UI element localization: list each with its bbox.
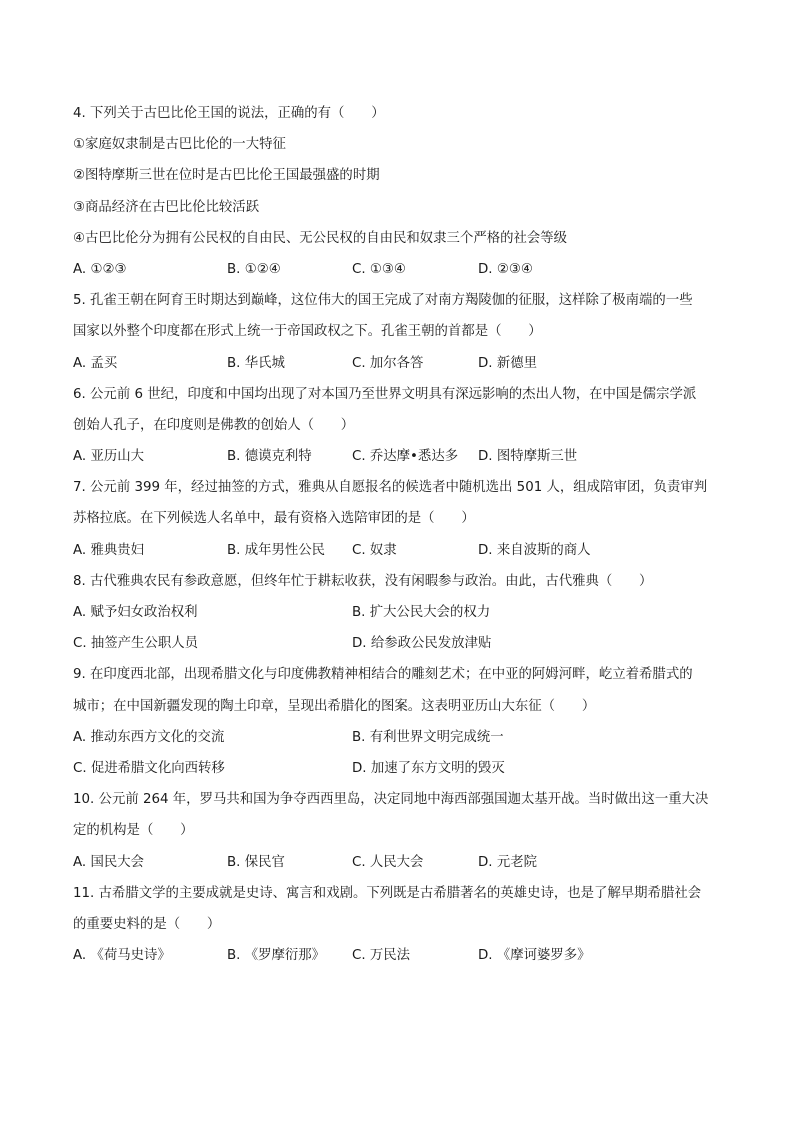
option-a[interactable]: A. 推动东西方文化的交流 — [73, 729, 225, 745]
question-9-stem-line-1: 9. 在印度西北部，出现希腊文化与印度佛教精神相结合的雕刻艺术；在中亚的阿姆河畔，屹立着希腊式的 — [73, 667, 693, 683]
option-a[interactable]: A. 赋予妇女政治权利 — [73, 605, 198, 620]
question-9-options-row-1 — [73, 722, 733, 753]
question-5-stem-line-2: 国家以外整个印度都在形式上统一于帝国政权之下。孔雀王朝的首都是（ ） — [73, 324, 542, 340]
question-7-stem-line-2: 苏格拉底。在下列候选人名单中，最有资格入选陪审团的是（ ） — [73, 511, 475, 527]
question-4-statement-2: ②图特摩斯三世在位时是古巴比伦王国最强盛的时期 — [73, 168, 380, 184]
option-d[interactable]: D. 图特摩斯三世 — [478, 449, 578, 465]
option-c[interactable]: C. 乔达摩•悉达多 — [352, 449, 459, 465]
question-5-options — [73, 348, 733, 379]
question-10-stem-line-2: 定的机构是（ ） — [73, 823, 194, 839]
question-10-stem-line-1: 10. 公元前 264 年，罗马共和国为争夺西西里岛，决定同地中海西部强国迦太基开战。当时做出这一重大决 — [73, 792, 709, 808]
option-b[interactable]: B. 德谟克利特 — [227, 449, 312, 465]
option-d[interactable]: D. 元老院 — [478, 854, 537, 870]
question-4-stem: 4. 下列关于古巴比伦王国的说法，正确的有（ ） — [73, 106, 385, 121]
option-a[interactable]: A. 雅典贵妇 — [73, 542, 144, 558]
question-8-options-row-1 — [73, 597, 733, 628]
question-8-options-row-2 — [73, 628, 733, 659]
question-10-options — [73, 847, 733, 878]
option-a[interactable]: A. 孟买 — [73, 355, 118, 371]
option-b[interactable]: B. 保民官 — [227, 854, 285, 870]
question-6-stem-line-1: 6. 公元前 6 世纪，印度和中国均出现了对本国乃至世界文明具有深远影响的杰出人物，在中国是儒宗学派 — [73, 386, 697, 402]
question-6-stem-line-2: 创始人孔子，在印度则是佛教的创始人（ ） — [73, 417, 355, 433]
option-a[interactable]: A. 《荷马史诗》 — [73, 948, 171, 964]
option-a[interactable]: A. 国民大会 — [73, 854, 144, 870]
option-b[interactable]: B. 有利世界文明完成统一 — [352, 729, 504, 745]
question-8-stem: 8. 古代雅典农民有参政意愿，但终年忙于耕耘收获，没有闲暇参与政治。由此，古代雅典（ ） — [73, 573, 653, 589]
question-9-stem-line-2: 城市；在中国新疆发现的陶土印章，呈现出希腊化的图案。这表明亚历山大东征（ ） — [73, 698, 596, 714]
question-7-stem-line-1: 7. 公元前 399 年，经过抽签的方式，雅典从自愿报名的候选者中随机选出 501 人，组成陪审团，负责审判 — [73, 480, 708, 496]
question-6-options — [73, 441, 733, 472]
option-a[interactable]: A. 亚历山大 — [73, 449, 144, 465]
question-4-options — [73, 254, 733, 285]
option-c[interactable]: C. 促进希腊文化向西转移 — [73, 760, 225, 776]
option-c[interactable]: C. 奴隶 — [352, 542, 397, 558]
option-b[interactable]: B. 华氏城 — [227, 355, 285, 371]
option-b[interactable]: B. 扩大公民大会的权力 — [352, 605, 491, 620]
question-11-stem-line-1: 11. 古希腊文学的主要成就是史诗、寓言和戏剧。下列既是古希腊著名的英雄史诗，也是了解早期希腊社会 — [73, 885, 702, 901]
option-b[interactable]: B. 成年男性公民 — [227, 542, 326, 558]
option-c[interactable]: C. 加尔各答 — [352, 355, 424, 371]
option-d[interactable]: D. 《摩诃婆罗多》 — [478, 948, 591, 964]
question-5-stem-line-1: 5. 孔雀王朝在阿育王时期达到巅峰，这位伟大的国王完成了对南方羯陵伽的征服，这样除了极南端的一些 — [73, 293, 693, 309]
question-sheet — [73, 98, 733, 971]
option-c[interactable]: C. 万民法 — [352, 948, 411, 964]
option-c[interactable]: C. 抽签产生公职人员 — [73, 636, 198, 652]
question-4-statement-4: ④古巴比伦分为拥有公民权的自由民、无公民权的自由民和奴隶三个严格的社会等级 — [73, 230, 568, 246]
option-c[interactable]: C. 人民大会 — [352, 854, 424, 870]
option-d[interactable]: D. 来自波斯的商人 — [478, 542, 591, 558]
question-11-stem-line-2: 的重要史料的是（ ） — [73, 916, 221, 932]
question-11-options — [73, 940, 733, 971]
option-a[interactable]: A. ①②③ — [73, 261, 127, 277]
option-c[interactable]: C. ①③④ — [352, 261, 406, 277]
option-b[interactable]: B. ①②④ — [227, 261, 281, 277]
option-d[interactable]: D. ②③④ — [478, 261, 533, 277]
question-7-options — [73, 535, 733, 566]
option-d[interactable]: D. 给参政公民发放津贴 — [352, 636, 492, 652]
question-9-options-row-2 — [73, 753, 733, 784]
option-b[interactable]: B. 《罗摩衍那》 — [227, 948, 326, 964]
option-d[interactable]: D. 加速了东方文明的毁灭 — [352, 760, 505, 776]
option-d[interactable]: D. 新德里 — [478, 355, 537, 371]
question-4-statement-1: ①家庭奴隶制是古巴比伦的一大特征 — [73, 137, 286, 153]
question-4-statement-3: ③商品经济在古巴比伦比较活跃 — [73, 199, 260, 215]
